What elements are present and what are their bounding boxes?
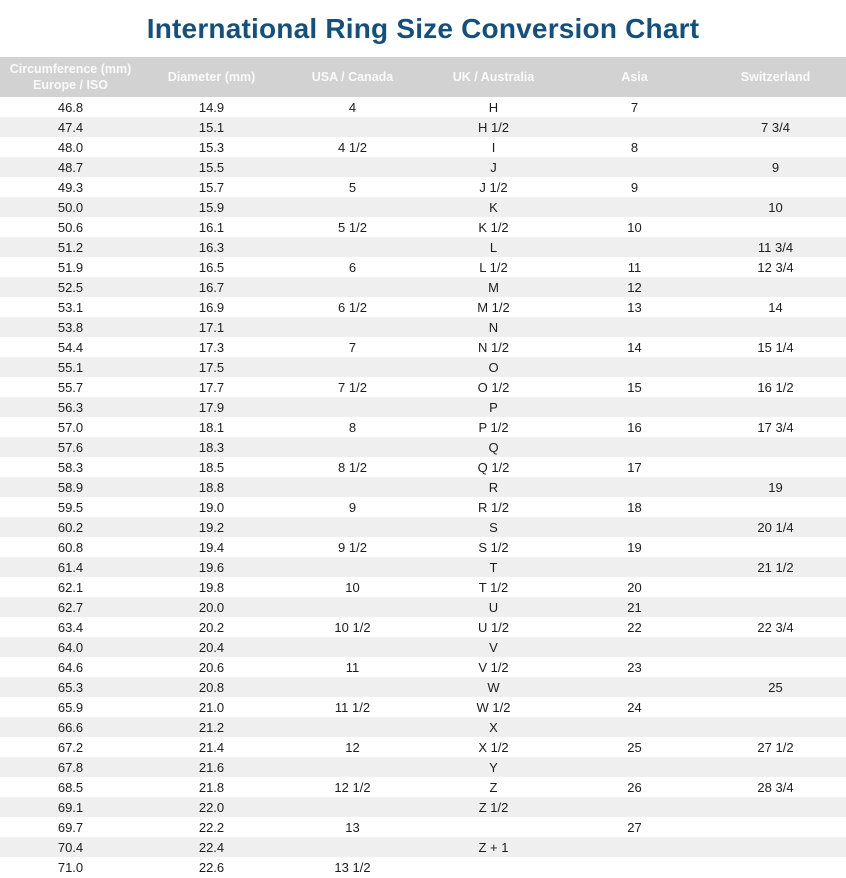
- cell: W: [423, 677, 564, 697]
- cell: [705, 357, 846, 377]
- ring-size-table: [0, 57, 846, 877]
- cell: [705, 537, 846, 557]
- cell: 48.0: [57, 139, 84, 155]
- cell: 26: [627, 779, 642, 795]
- cell: [705, 837, 846, 857]
- cell: [564, 637, 705, 657]
- cell: 15.5: [141, 157, 282, 177]
- cell: 10: [627, 219, 642, 235]
- cell: 11: [627, 259, 642, 275]
- cell: X: [423, 717, 564, 737]
- cell: 20.2: [198, 619, 225, 635]
- cell: 64.0: [0, 637, 141, 657]
- cell: 64.6: [57, 659, 84, 675]
- cell: [564, 437, 705, 457]
- cell: 10 1/2: [334, 619, 371, 635]
- table-row: [0, 857, 846, 877]
- cell: K 1/2: [478, 219, 509, 235]
- cell: 17.3: [198, 339, 225, 355]
- cell: [564, 317, 705, 337]
- cell: 67.8: [0, 757, 141, 777]
- cell: 21.0: [198, 699, 225, 715]
- cell: 50.0: [0, 197, 141, 217]
- cell: 58.3: [57, 459, 84, 475]
- column-header-label: USA / Canada: [311, 70, 394, 84]
- cell: 14: [768, 299, 783, 315]
- cell: 12 1/2: [334, 779, 371, 795]
- cell: 10: [345, 579, 360, 595]
- cell: 19.4: [198, 539, 225, 555]
- cell: T: [423, 557, 564, 577]
- cell: [282, 317, 423, 337]
- cell: [705, 637, 846, 657]
- cell: 55.1: [0, 357, 141, 377]
- cell: 22.2: [198, 819, 225, 835]
- column-header-label: Diameter (mm): [167, 70, 256, 84]
- page-title: International Ring Size Conversion Chart: [146, 12, 700, 44]
- cell: 60.8: [57, 539, 84, 555]
- cell: Z 1/2: [423, 797, 564, 817]
- cell: H 1/2: [423, 117, 564, 137]
- cell: W 1/2: [476, 699, 511, 715]
- cell: 28 3/4: [757, 779, 794, 795]
- cell: [282, 197, 423, 217]
- cell: 6 1/2: [338, 299, 367, 315]
- cell: 14.9: [198, 99, 225, 115]
- cell: 21 1/2: [705, 557, 846, 577]
- cell: 5: [348, 179, 357, 195]
- cell: 20.8: [141, 677, 282, 697]
- cell: 15.3: [198, 139, 225, 155]
- cell: 7 3/4: [705, 117, 846, 137]
- cell: [705, 597, 846, 617]
- cell: 8: [348, 419, 357, 435]
- cell: 18.1: [198, 419, 225, 435]
- cell: 48.7: [0, 157, 141, 177]
- table-row: [0, 177, 846, 197]
- cell: O 1/2: [477, 379, 510, 395]
- cell: 62.1: [57, 579, 84, 595]
- table-row: [0, 417, 846, 437]
- cell: 5 1/2: [338, 219, 367, 235]
- cell: 18: [627, 499, 642, 515]
- cell: 20: [627, 579, 642, 595]
- cell: 51.2: [0, 237, 141, 257]
- cell: [282, 717, 423, 737]
- cell: 8 1/2: [338, 459, 367, 475]
- cell: [705, 97, 846, 117]
- column-header-label: Circumference (mm): [9, 62, 132, 76]
- column-header-label: Switzerland: [740, 70, 811, 84]
- table-row: [0, 137, 846, 157]
- table-row: [0, 477, 846, 497]
- cell: 11 3/4: [705, 237, 846, 257]
- cell: [282, 757, 423, 777]
- cell: 20.4: [141, 637, 282, 657]
- cell: [564, 797, 705, 817]
- cell: 27 1/2: [757, 739, 794, 755]
- cell: [705, 577, 846, 597]
- cell: [564, 477, 705, 497]
- cell: 9 1/2: [338, 539, 367, 555]
- column-header-usa-canada: [282, 57, 423, 97]
- table-row: [0, 797, 846, 817]
- table-row: [0, 437, 846, 457]
- cell: [423, 857, 564, 877]
- cell: 15: [627, 379, 642, 395]
- cell: 18.5: [198, 459, 225, 475]
- table-row: [0, 757, 846, 777]
- cell: X 1/2: [478, 739, 509, 755]
- cell: Z + 1: [423, 837, 564, 857]
- cell: 66.6: [0, 717, 141, 737]
- cell: J 1/2: [479, 179, 508, 195]
- cell: 20.6: [198, 659, 225, 675]
- cell: [705, 497, 846, 517]
- table-row: [0, 817, 846, 837]
- cell: 16.5: [198, 259, 225, 275]
- cell: Q: [423, 437, 564, 457]
- table-row: [0, 517, 846, 537]
- cell: 4: [348, 99, 357, 115]
- table-row: [0, 297, 846, 317]
- cell: 13: [345, 819, 360, 835]
- cell: 12: [564, 277, 705, 297]
- cell: 57.0: [57, 419, 84, 435]
- cell: 20.0: [141, 597, 282, 617]
- cell: [564, 717, 705, 737]
- cell: 16.9: [198, 299, 225, 315]
- cell: 19: [627, 539, 642, 555]
- table-row: [0, 377, 846, 397]
- cell: 9: [630, 179, 639, 195]
- cell: 68.5: [57, 779, 84, 795]
- table-row: [0, 777, 846, 797]
- cell: 60.2: [0, 517, 141, 537]
- cell: 18.8: [141, 477, 282, 497]
- cell: [705, 397, 846, 417]
- cell: 11 1/2: [334, 699, 371, 715]
- table-row: [0, 357, 846, 377]
- cell: Z: [489, 779, 498, 795]
- table-row: [0, 637, 846, 657]
- table-row: [0, 717, 846, 737]
- table-body: [0, 97, 846, 877]
- cell: 15.9: [141, 197, 282, 217]
- cell: L: [423, 237, 564, 257]
- table-row: [0, 217, 846, 237]
- cell: [705, 457, 846, 477]
- cell: 22 3/4: [757, 619, 794, 635]
- cell: [705, 717, 846, 737]
- table-row: [0, 117, 846, 137]
- cell: 16: [627, 419, 642, 435]
- cell: 11: [345, 659, 360, 675]
- cell: 14: [627, 339, 642, 355]
- column-header-sublabel: Europe / ISO: [32, 78, 108, 92]
- cell: 15 1/4: [757, 339, 794, 355]
- table-row: [0, 617, 846, 637]
- cell: 21.8: [198, 779, 225, 795]
- cell: 57.6: [0, 437, 141, 457]
- cell: 21.4: [198, 739, 225, 755]
- cell: [564, 397, 705, 417]
- cell: [282, 237, 423, 257]
- cell: 24: [627, 699, 642, 715]
- column-header-diameter: [141, 57, 282, 97]
- table-header: [0, 57, 846, 97]
- cell: Q 1/2: [477, 459, 510, 475]
- cell: 25: [627, 739, 642, 755]
- column-header-switzerland: [705, 57, 846, 97]
- column-header-asia: [564, 57, 705, 97]
- cell: [705, 817, 846, 837]
- cell: 22: [627, 619, 642, 635]
- cell: [705, 137, 846, 157]
- cell: M 1/2: [477, 299, 510, 315]
- cell: [705, 697, 846, 717]
- cell: 25: [705, 677, 846, 697]
- cell: [705, 317, 846, 337]
- cell: 19.2: [141, 517, 282, 537]
- cell: [282, 277, 423, 297]
- cell: [282, 357, 423, 377]
- cell: 21.2: [141, 717, 282, 737]
- cell: 13: [627, 299, 642, 315]
- cell: 52.5: [0, 277, 141, 297]
- cell: K: [423, 197, 564, 217]
- cell: [564, 237, 705, 257]
- cell: 46.8: [57, 99, 84, 115]
- cell: 17.1: [141, 317, 282, 337]
- column-header-uk-australia: [423, 57, 564, 97]
- cell: 17.7: [198, 379, 225, 395]
- cell: 62.7: [0, 597, 141, 617]
- cell: [282, 637, 423, 657]
- cell: 21: [564, 597, 705, 617]
- cell: R 1/2: [477, 499, 510, 515]
- cell: 20 1/4: [705, 517, 846, 537]
- cell: [564, 157, 705, 177]
- cell: [282, 677, 423, 697]
- cell: O: [423, 357, 564, 377]
- cell: [705, 857, 846, 877]
- cell: R: [423, 477, 564, 497]
- cell: P: [423, 397, 564, 417]
- cell: 6: [348, 259, 357, 275]
- cell: 58.9: [0, 477, 141, 497]
- table-row: [0, 197, 846, 217]
- cell: N: [423, 317, 564, 337]
- cell: 17 3/4: [757, 419, 794, 435]
- cell: J: [423, 157, 564, 177]
- cell: 55.7: [57, 379, 84, 395]
- table-row: [0, 457, 846, 477]
- cell: 65.9: [57, 699, 84, 715]
- cell: U: [423, 597, 564, 617]
- table-row: [0, 277, 846, 297]
- cell: [564, 557, 705, 577]
- cell: 67.2: [57, 739, 84, 755]
- cell: 7: [348, 339, 357, 355]
- cell: [564, 517, 705, 537]
- cell: H: [488, 99, 499, 115]
- cell: 4 1/2: [338, 139, 367, 155]
- cell: 63.4: [57, 619, 84, 635]
- table-row: [0, 737, 846, 757]
- table-row: [0, 837, 846, 857]
- cell: 49.3: [57, 179, 84, 195]
- table-row: [0, 397, 846, 417]
- cell: 17.5: [141, 357, 282, 377]
- table-header-row: [0, 57, 846, 97]
- cell: 69.1: [0, 797, 141, 817]
- cell: 12 3/4: [757, 259, 794, 275]
- cell: [564, 757, 705, 777]
- cell: [705, 277, 846, 297]
- cell: 17: [627, 459, 642, 475]
- cell: [564, 117, 705, 137]
- cell: 7: [630, 99, 639, 115]
- column-header-label: UK / Australia: [452, 70, 535, 84]
- table-row: [0, 157, 846, 177]
- cell: 56.3: [0, 397, 141, 417]
- cell: [282, 477, 423, 497]
- table-row: [0, 577, 846, 597]
- cell: [282, 437, 423, 457]
- table-row: [0, 257, 846, 277]
- cell: 59.5: [57, 499, 84, 515]
- cell: [705, 217, 846, 237]
- cell: [705, 657, 846, 677]
- cell: V: [423, 637, 564, 657]
- cell: 22.4: [141, 837, 282, 857]
- cell: 47.4: [0, 117, 141, 137]
- cell: 19.8: [198, 579, 225, 595]
- cell: [282, 397, 423, 417]
- cell: [282, 837, 423, 857]
- cell: 16.7: [141, 277, 282, 297]
- cell: 10: [705, 197, 846, 217]
- table-row: [0, 597, 846, 617]
- cell: [282, 517, 423, 537]
- cell: 15.7: [198, 179, 225, 195]
- cell: 19: [705, 477, 846, 497]
- table-row: [0, 657, 846, 677]
- cell: 16.3: [141, 237, 282, 257]
- cell: 9: [705, 157, 846, 177]
- cell: [564, 677, 705, 697]
- cell: 12: [345, 739, 360, 755]
- table-row: [0, 97, 846, 117]
- cell: [282, 157, 423, 177]
- cell: 9: [348, 499, 357, 515]
- cell: [282, 557, 423, 577]
- cell: 69.7: [57, 819, 84, 835]
- cell: [705, 757, 846, 777]
- cell: 21.6: [141, 757, 282, 777]
- cell: I: [491, 139, 496, 155]
- cell: 22.6: [198, 859, 225, 875]
- cell: 65.3: [0, 677, 141, 697]
- cell: [564, 837, 705, 857]
- cell: [564, 857, 705, 877]
- table-row: [0, 697, 846, 717]
- cell: 19.0: [198, 499, 225, 515]
- cell: Y: [423, 757, 564, 777]
- cell: 18.3: [141, 437, 282, 457]
- cell: [705, 797, 846, 817]
- cell: 50.6: [57, 219, 84, 235]
- cell: [705, 437, 846, 457]
- cell: [705, 177, 846, 197]
- cell: L 1/2: [479, 259, 508, 275]
- table-row: [0, 317, 846, 337]
- cell: [282, 597, 423, 617]
- cell: 7 1/2: [338, 379, 367, 395]
- cell: [282, 117, 423, 137]
- table-row: [0, 337, 846, 357]
- cell: U 1/2: [477, 619, 510, 635]
- cell: 22.0: [141, 797, 282, 817]
- column-header-circumference: [0, 57, 141, 97]
- cell: S 1/2: [478, 539, 509, 555]
- cell: T 1/2: [478, 579, 509, 595]
- cell: M: [423, 277, 564, 297]
- cell: 53.1: [57, 299, 84, 315]
- cell: [423, 817, 564, 837]
- cell: [564, 357, 705, 377]
- cell: 19.6: [141, 557, 282, 577]
- cell: V 1/2: [478, 659, 509, 675]
- cell: 8: [630, 139, 639, 155]
- column-header-label: Asia: [621, 70, 648, 84]
- cell: 15.1: [141, 117, 282, 137]
- cell: 17.9: [141, 397, 282, 417]
- cell: 16 1/2: [757, 379, 794, 395]
- table-row: [0, 537, 846, 557]
- cell: P 1/2: [478, 419, 509, 435]
- cell: 54.4: [57, 339, 84, 355]
- cell: N 1/2: [477, 339, 510, 355]
- cell: 53.8: [0, 317, 141, 337]
- cell: 71.0: [57, 859, 84, 875]
- cell: S: [423, 517, 564, 537]
- cell: 13 1/2: [334, 859, 371, 875]
- cell: [564, 197, 705, 217]
- cell: 51.9: [57, 259, 84, 275]
- cell: 70.4: [0, 837, 141, 857]
- cell: 27: [627, 819, 642, 835]
- cell: 23: [627, 659, 642, 675]
- table-row: [0, 237, 846, 257]
- table-row: [0, 677, 846, 697]
- cell: 16.1: [198, 219, 225, 235]
- cell: 61.4: [0, 557, 141, 577]
- table-row: [0, 557, 846, 577]
- table-row: [0, 497, 846, 517]
- cell: [282, 797, 423, 817]
